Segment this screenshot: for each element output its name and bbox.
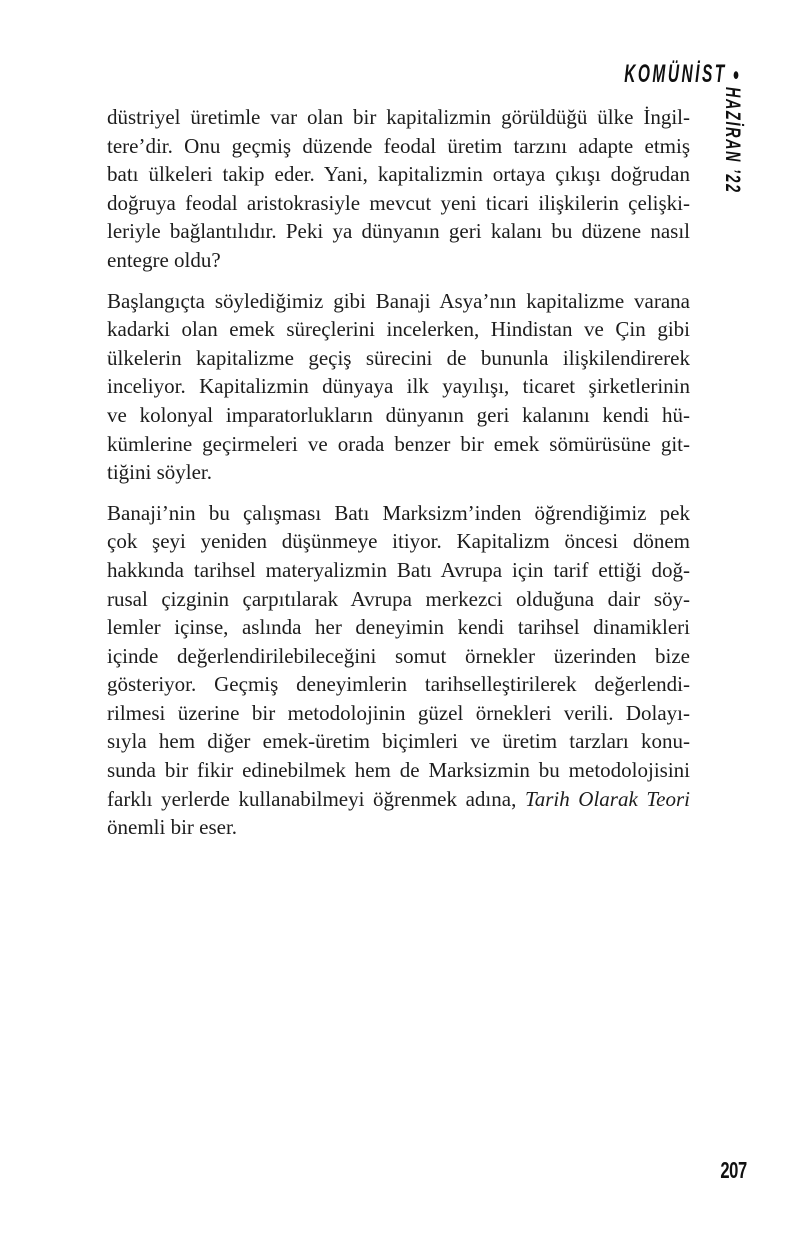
text-segment: doğruya feodal aristokrasiyle mevcut yeni ticari ilişkilerin çelişki-	[107, 190, 690, 215]
text-line	[107, 756, 690, 785]
text-segment: leriyle bağlantılıdır. Peki ya dünyanın geri kalanı bu düzene nasıl	[107, 219, 690, 244]
text-segment: ülkelerin kapitalizme geçiş sürecini de bununla ilişkilendirerek	[107, 345, 690, 370]
text-segment: kadarki olan emek süreçlerini incelerken, Hindistan ve Çin gibi	[107, 317, 690, 342]
text-segment: sunda bir fikir edinebilmek hem de Marksizmin bu metodolojisini	[107, 758, 690, 783]
text-line	[107, 613, 690, 642]
text-segment: lemler içinse, aslında her deneyimin kendi tarihsel dinamikleri	[107, 615, 690, 640]
text-line	[107, 160, 690, 189]
text-segment: önemli bir eser.	[107, 815, 238, 840]
page-number: 207	[720, 1157, 747, 1183]
header-bullet-icon: •	[733, 60, 739, 90]
text-segment: tiğini söyler.	[107, 460, 212, 485]
text-line	[107, 670, 690, 699]
text-segment: entegre oldu?	[107, 247, 221, 272]
text-line	[107, 132, 690, 161]
text-segment: kümlerine geçirmeleri ve orada benzer bir emek sömürüsüne git-	[107, 431, 690, 456]
text-segment: çok şeyi yeniden düşünmeye itiyor. Kapitalizm öncesi dönem	[107, 529, 690, 554]
text-segment: tere’dir. Onu geçmiş düzende feodal üretim tarzını adapte etmiş	[107, 133, 690, 158]
text-segment: ve kolonyal imparatorlukların dünyanın geri kalanını kendi hü-	[107, 402, 690, 427]
text-segment: rilmesi üzerine bir metodolojinin güzel örnekleri verili. Dolayı-	[107, 700, 690, 725]
text-line	[107, 499, 690, 528]
paragraph	[107, 287, 690, 487]
book-title-italic: Tarih Olarak Teori	[524, 786, 690, 811]
text-segment: hakkında tarihsel materyalizmin Batı Avrupa için tarif ettiği doğ-	[107, 557, 690, 582]
text-line	[107, 372, 690, 401]
text-line	[107, 287, 690, 316]
text-segment: rusal çizginin çarpıtılarak Avrupa merkezci olduğuna dair söy-	[107, 586, 690, 611]
text-line	[107, 585, 690, 614]
text-segment: sıyla hem diğer emek-üretim biçimleri ve üretim tarzları konu-	[107, 729, 690, 754]
text-line	[107, 458, 690, 487]
text-line	[107, 556, 690, 585]
text-line	[107, 344, 690, 373]
text-line	[107, 430, 690, 459]
text-segment: inceliyor. Kapitalizmin dünyaya ilk yayılışı, ticaret şirketlerinin	[107, 374, 690, 399]
text-segment: düstriyel üretimle var olan bir kapitalizmin görüldüğü ülke İngil-	[107, 105, 690, 129]
magazine-title: KOMÜNİST	[624, 60, 727, 88]
paragraph	[107, 103, 690, 275]
issue-date-vertical: HAZİRAN ’22	[721, 87, 744, 194]
text-line	[107, 813, 690, 842]
text-line	[107, 785, 690, 814]
text-line	[107, 527, 690, 556]
paragraph	[107, 499, 690, 842]
text-line	[107, 189, 690, 218]
text-segment: Banaji’nin bu çalışması Batı Marksizm’inden öğrendiğimiz pek	[107, 500, 690, 525]
text-segment: farklı yerlerde kullanabilmeyi öğrenmek adına,	[107, 786, 525, 811]
text-line	[107, 246, 690, 275]
article-body	[107, 103, 690, 854]
text-line	[107, 727, 690, 756]
text-line	[107, 217, 690, 246]
text-segment: batı ülkeleri takip eder. Yani, kapitalizmin ortaya çıkışı doğrudan	[107, 162, 690, 187]
text-line	[107, 401, 690, 430]
text-line	[107, 103, 690, 132]
text-segment: içinde değerlendirilebileceğini somut örnekler üzerinden bize	[107, 643, 690, 668]
text-segment: gösteriyor. Geçmiş deneyimlerin tarihselleştirilerek değerlendi-	[107, 672, 690, 697]
text-segment: Başlangıçta söylediğimiz gibi Banaji Asya’nın kapitalizme varana	[107, 288, 690, 313]
text-line	[107, 642, 690, 671]
text-line	[107, 315, 690, 344]
text-line	[107, 699, 690, 728]
